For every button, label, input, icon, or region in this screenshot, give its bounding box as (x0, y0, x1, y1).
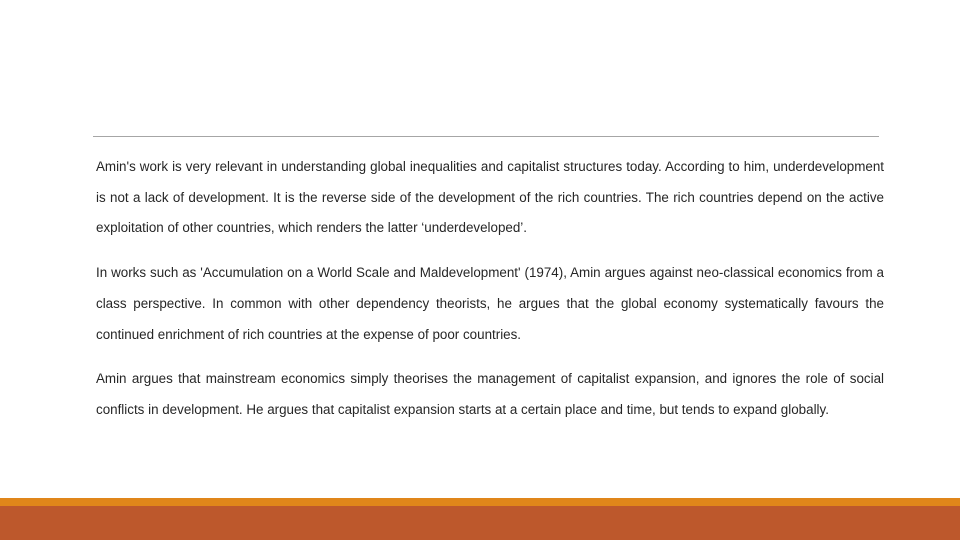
slide-body (96, 152, 884, 440)
paragraph-1: Amin's work is very relevant in understanding global inequalities and capitalist structures today. According to him, underdevelopment is not a lack of development. It is the reverse side of the development of the rich countries. The rich countries depend on the active exploitation of other countries, which renders the latter ‘underdeveloped’. (96, 159, 884, 236)
footer-band (0, 506, 960, 540)
title-divider (93, 136, 879, 137)
footer-accent-strip (0, 498, 960, 506)
paragraph-3: Amin argues that mainstream economics simply theorises the management of capitalist expansion, and ignores the role of social conflicts in development. He argues that capitalist expansion starts at a certain place and time, but tends to expand globally. (96, 371, 884, 417)
paragraph-2: In works such as 'Accumulation on a World Scale and Maldevelopment' (1974), Amin argues against neo-classical economics from a class perspective. In common with other dependency theorists, he argues that the global economy systematically favours the continued enrichment of rich countries at the expense of poor countries. (96, 265, 884, 342)
